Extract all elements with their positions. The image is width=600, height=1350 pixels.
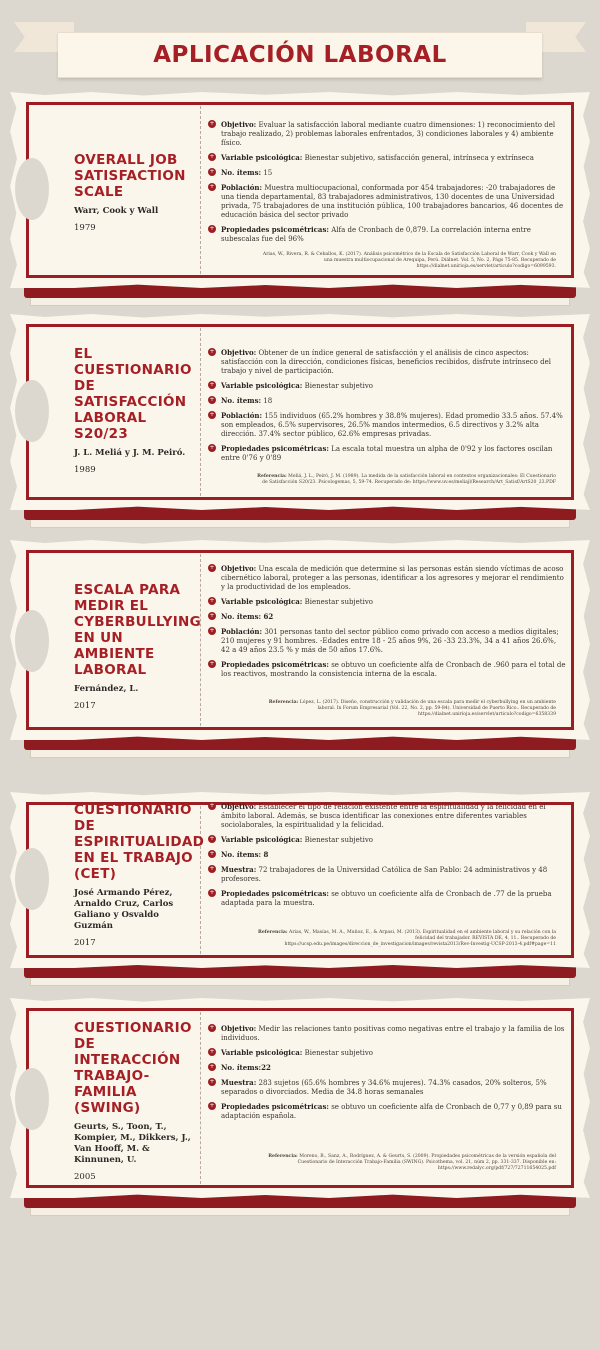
scale-authors: Warr, Cook y Wall [74,206,159,216]
scale-authors: Geurts, S., Toon, T., Kompier, M., Dikkers, J., Van Hooff, M. & Kinnunen, U. [74,1122,191,1165]
detail-label: Variable psicológica: [221,381,303,390]
detail-text: Bienestar subjetivo [304,382,374,390]
plus-circle-icon: + [209,564,215,571]
card-details [208,1024,566,1126]
detail-text: se obtuvo un coeficiente alfa de Cronbach de .77 de la prueba adaptada para la muestra. [221,890,552,907]
plus-circle-icon: + [209,411,215,418]
plus-circle-icon: + [209,381,215,388]
detail-item [208,627,566,655]
reference [256,474,556,486]
detail-label: Variable psicológica: [221,153,303,162]
card-divider [200,806,201,954]
reference-text: Arias, W., Rivera, R. & Ceballos, K. (2017). Análisis psicométrico de la Escala de Satisfacción Laboral de Warr, Cook y Wall en una muestra multiocupacional de Arequipa, Perú. Diálnet. Vol. 5, No. 2, Págs 75-85. Recuperado de https://dialnet.unirioja.es/servlet/articulo?codigo=6099593. [262,252,556,269]
plus-circle-icon: + [209,168,215,175]
detail-item [208,411,566,439]
card-title-block [74,802,205,948]
detail-text: Bienestar subjetivo [304,1049,374,1057]
detail-item [208,396,566,406]
reference-label: Referencia: [257,474,287,479]
detail-text: La escala total muestra un alpha de 0'92 y los factores oscilan entre 0'76 y 0'89 [221,445,553,462]
plus-circle-icon: + [209,660,215,667]
detail-label: No. ítems: [221,168,262,177]
card-cyberbullying [10,540,590,740]
detail-item [208,865,566,884]
detail-text: Bienestar subjetivo [304,836,374,844]
detail-text: Evaluar la satisfacción laboral mediante cuatro dimensiones: 1) reconocimiento del trabajo realizado, 2) problemas laborales enfrentados, 3) condiciones laborales y 4) ambiente físico. [221,121,556,147]
detail-item [208,802,566,830]
detail-item [208,444,566,463]
reference [256,700,556,718]
scale-authors: Fernández, L. [74,684,139,694]
detail-text: 283 sujetos (65.6% hombres y 34.6% mujeres). 74.3% casados, 20% solteros, 5% separados o divorciados. Media de 34.8 horas semanales [221,1079,547,1096]
detail-text: Medir las relaciones tanto positivas como negativas entre el trabajo y la familia de los individuos. [221,1025,565,1042]
card-details [208,120,566,249]
detail-label: Objetivo: [221,1024,257,1033]
detail-text: Alfa de Cronbach de 0,879. La correlación interna entre subescalas fue del 96% [221,226,531,243]
detail-text: 72 trabajadores de la Universidad Católica de San Pablo: 24 administrativos y 48 profesores. [221,866,548,883]
card-s20-23 [10,314,590,510]
detail-text: se obtuvo un coeficiente alfa de Cronbach de .960 para el total de los reactivos, mostrando la consistencia interna de la escala. [221,661,566,678]
card-notch [15,158,49,220]
detail-label: Variable psicológica: [221,1048,303,1057]
scale-year: 2005 [74,1172,96,1182]
detail-text: Obtener de un índice general de satisfacción y el análisis de cinco aspectos: satisfacción con la dirección, condiciones físicas, beneficios recibidos, disfrute intrínseco del trabajo y nivel de participación. [221,349,551,375]
reference [256,1154,556,1172]
scale-year: 2017 [74,938,96,948]
title-banner [58,32,542,78]
detail-item [208,564,566,592]
detail-label: Propiedades psicométricas: [221,225,329,234]
detail-label: Propiedades psicométricas: [221,1102,329,1111]
detail-item [208,1024,566,1043]
plus-circle-icon: + [209,889,215,896]
detail-label: Objetivo: [221,802,257,811]
detail-item [208,381,566,391]
plus-circle-icon: + [209,348,215,355]
detail-text: 15 [263,169,273,177]
detail-label: Muestra: [221,1078,257,1087]
detail-text: Establecer el tipo de relación existente entre la espiritualidad y la felicidad en el ámbito laboral. Además, se busca identificar las conexiones entre diferentes variables sociolaborales, la espiritualidad y la felicidad. [221,803,546,829]
plus-circle-icon: + [209,627,215,634]
plus-circle-icon: + [209,1024,215,1031]
plus-circle-icon: + [209,225,215,232]
plus-circle-icon: + [209,802,215,809]
card-overall-job-satisfaction [10,92,590,288]
detail-text: Muestra multiocupacional, conformada por 454 trabajadores: -20 trabajadores de una tienda departamental, 83 trabajadores administrativos, 130 docentes de una Universidad privada, 75 trabajadores de una institución pública, 100 trabajadores bancarios, 46 docentes de educación básica del sector privado [221,184,564,219]
scale-name: CUESTIONARIO DE INTERACCIÓN TRABAJO-FAMILIA (SWING) [74,1020,192,1116]
detail-item [208,183,566,220]
detail-label: Objetivo: [221,348,257,357]
reference-text: López, L. (2017). Diseño, construcción y validación de una escala para medir el cyberbullying en un ambiente laboral. In Forum Empresarial (Vol. 22, No. 2, pp. 59-84). Universidad de Puerto Rico.. Recuperado de https://dialnet.unirioja.es/servlet/articulo?codigo=6358339 [299,700,556,717]
reference-label: Referencia: [268,700,299,705]
detail-label: Objetivo: [221,564,257,573]
card-notch [15,848,49,910]
detail-label: Propiedades psicométricas: [221,660,329,669]
card-divider [200,1012,201,1184]
reference-text: Moreno, B., Sanz, A., Rodríguez, A. & Geurts, S. (2009). Propiedades psicométricas de la versión española del Cuestionario de Interacción Trabajo-Familia (SWING). Psicothema, vol. 21, núm 2, pp. 331-337. Disponible en: https://www.redalyc.org/pdf/727/72711654025.pdf [297,1154,556,1171]
detail-item [208,660,566,679]
detail-item [208,597,566,607]
card-divider [200,554,201,726]
plus-circle-icon: + [209,396,215,403]
page-title: APLICACIÓN LABORAL [153,42,447,68]
scale-name: OVERALL JOB SATISFACTION SCALE [74,152,186,200]
scale-year: 1989 [74,465,96,475]
plus-circle-icon: + [209,153,215,160]
plus-circle-icon: + [209,444,215,451]
detail-item [208,1102,566,1121]
detail-text: 18 [263,397,273,405]
scale-name: CUESTIONARIO DE ESPIRITUALIDAD EN EL TRABAJO (CET) [74,802,205,882]
reference [256,252,556,270]
detail-item [208,348,566,376]
detail-text: Una escala de medición que determine si las personas están siendo víctimas de acoso cibernético laboral, proteger a las personas, identificar a los agresores y mejorar el rendimiento y la productividad de los empleados. [221,565,564,591]
detail-item [208,612,566,622]
detail-text: se obtuvo un coeficiente alfa de Cronbach de 0,77 y 0,89 para su adaptación española. [221,1103,562,1120]
detail-label: Variable psicológica: [221,835,303,844]
scale-name: ESCALA PARA MEDIR EL CYBERBULLYING EN UN AMBIENTE LABORAL [74,582,202,678]
detail-item [208,1063,566,1073]
detail-label: Población: [221,627,263,636]
scale-authors: José Armando Pérez, Arnaldo Cruz, Carlos Galiano y Osvaldo Guzmán [74,888,174,931]
plus-circle-icon: + [209,835,215,842]
card-notch [15,380,49,442]
card-divider [200,106,201,274]
detail-item [208,1048,566,1058]
detail-item [208,889,566,908]
scale-year: 1979 [74,223,96,233]
detail-text: Bienestar subjetivo [304,598,374,606]
detail-label: Objetivo: [221,120,257,129]
detail-item [208,120,566,148]
detail-label: No. ítems: [221,396,262,405]
detail-label: Población: [221,183,263,192]
plus-circle-icon: + [209,1048,215,1055]
reference-label: Referencia: [258,930,288,935]
detail-item [208,168,566,178]
plus-circle-icon: + [209,1102,215,1109]
plus-circle-icon: + [209,1063,215,1070]
detail-label: No. ítems:22 [221,1063,271,1072]
card-title-block [74,346,198,475]
card-details [208,802,566,913]
scale-name: EL CUESTIONARIO DE SATISFACCIÓN LABORAL S20/23 [74,346,192,442]
scale-year: 2017 [74,701,96,711]
plus-circle-icon: + [209,120,215,127]
plus-circle-icon: + [209,612,215,619]
card-title-block [74,152,198,233]
detail-text: 155 individuos (65.2% hombres y 38.8% mujeres). Edad promedio 33.5 años. 57.4% son empleados, 6.5% supervisores, 26.5% mandos intermedios, 6.5 directivos y 3.2% alta dirección. 37.4% sector público, 62.6% empresas privadas. [221,412,563,438]
detail-label: Propiedades psicométricas: [221,444,329,453]
detail-label: Propiedades psicométricas: [221,889,329,898]
detail-label: No. ítems: 8 [221,850,269,859]
detail-item [208,1078,566,1097]
detail-item [208,225,566,244]
detail-text: Bienestar subjetivo, satisfacción general, intrínseca y extrínseca [304,154,534,162]
detail-label: No. ítems: 62 [221,612,274,621]
card-details [208,348,566,468]
plus-circle-icon: + [209,865,215,872]
card-details [208,564,566,684]
detail-item [208,153,566,163]
card-title-block [74,582,202,711]
detail-item [208,850,566,860]
reference-text: Arias, W., Masías, M. A., Muñoz, E., & Arpasi, M. (2013). Espiritualidad en el ambiente laboral y su relación con la felicidad del trabajador. REVISTA DE, 4, 11.. Recuperado de https://ucsp.edu.pe/images/direccion_de_investigacion/images/revista2013/Rev-Investig-UCSP-2013-4.pdf#page=11 [284,930,556,947]
detail-text: 301 personas tanto del sector público como privado con acceso a medios digitales; 210 mujeres y 91 hombres. -Edades entre 18 - 25 años 9%, 26 -33 23.3%, 34 a 41 años 26.6%, 42 a 49 años 23.5 % y más de 50 años 17.6%. [221,628,559,654]
reference-label: Referencia: [268,1154,298,1159]
card-notch [15,610,49,672]
plus-circle-icon: + [209,850,215,857]
scale-authors: J. L. Meliá y J. M. Peiró. [74,448,186,458]
plus-circle-icon: + [209,1078,215,1085]
card-espiritualidad [10,792,590,968]
card-notch [15,1068,49,1130]
plus-circle-icon: + [209,597,215,604]
reference [256,930,556,948]
card-divider [200,328,201,496]
reference-text: Meliá, J. L., Peiró, J. M. (1989). La medida de la satisfacción laboral en contextos organizacionales: El Cuestionario de Satisfacción S20/23. Psicologemas, 5, 59-74. Recuperado de: https://www.uv.es/meliajl/Research/Art_Satisf/ArtS20_23.PDF [262,474,556,485]
detail-item [208,835,566,845]
detail-label: Población: [221,411,263,420]
card-title-block [74,1020,198,1182]
detail-label: Variable psicológica: [221,597,303,606]
plus-circle-icon: + [209,183,215,190]
detail-label: Muestra: [221,865,257,874]
card-swing [10,998,590,1198]
